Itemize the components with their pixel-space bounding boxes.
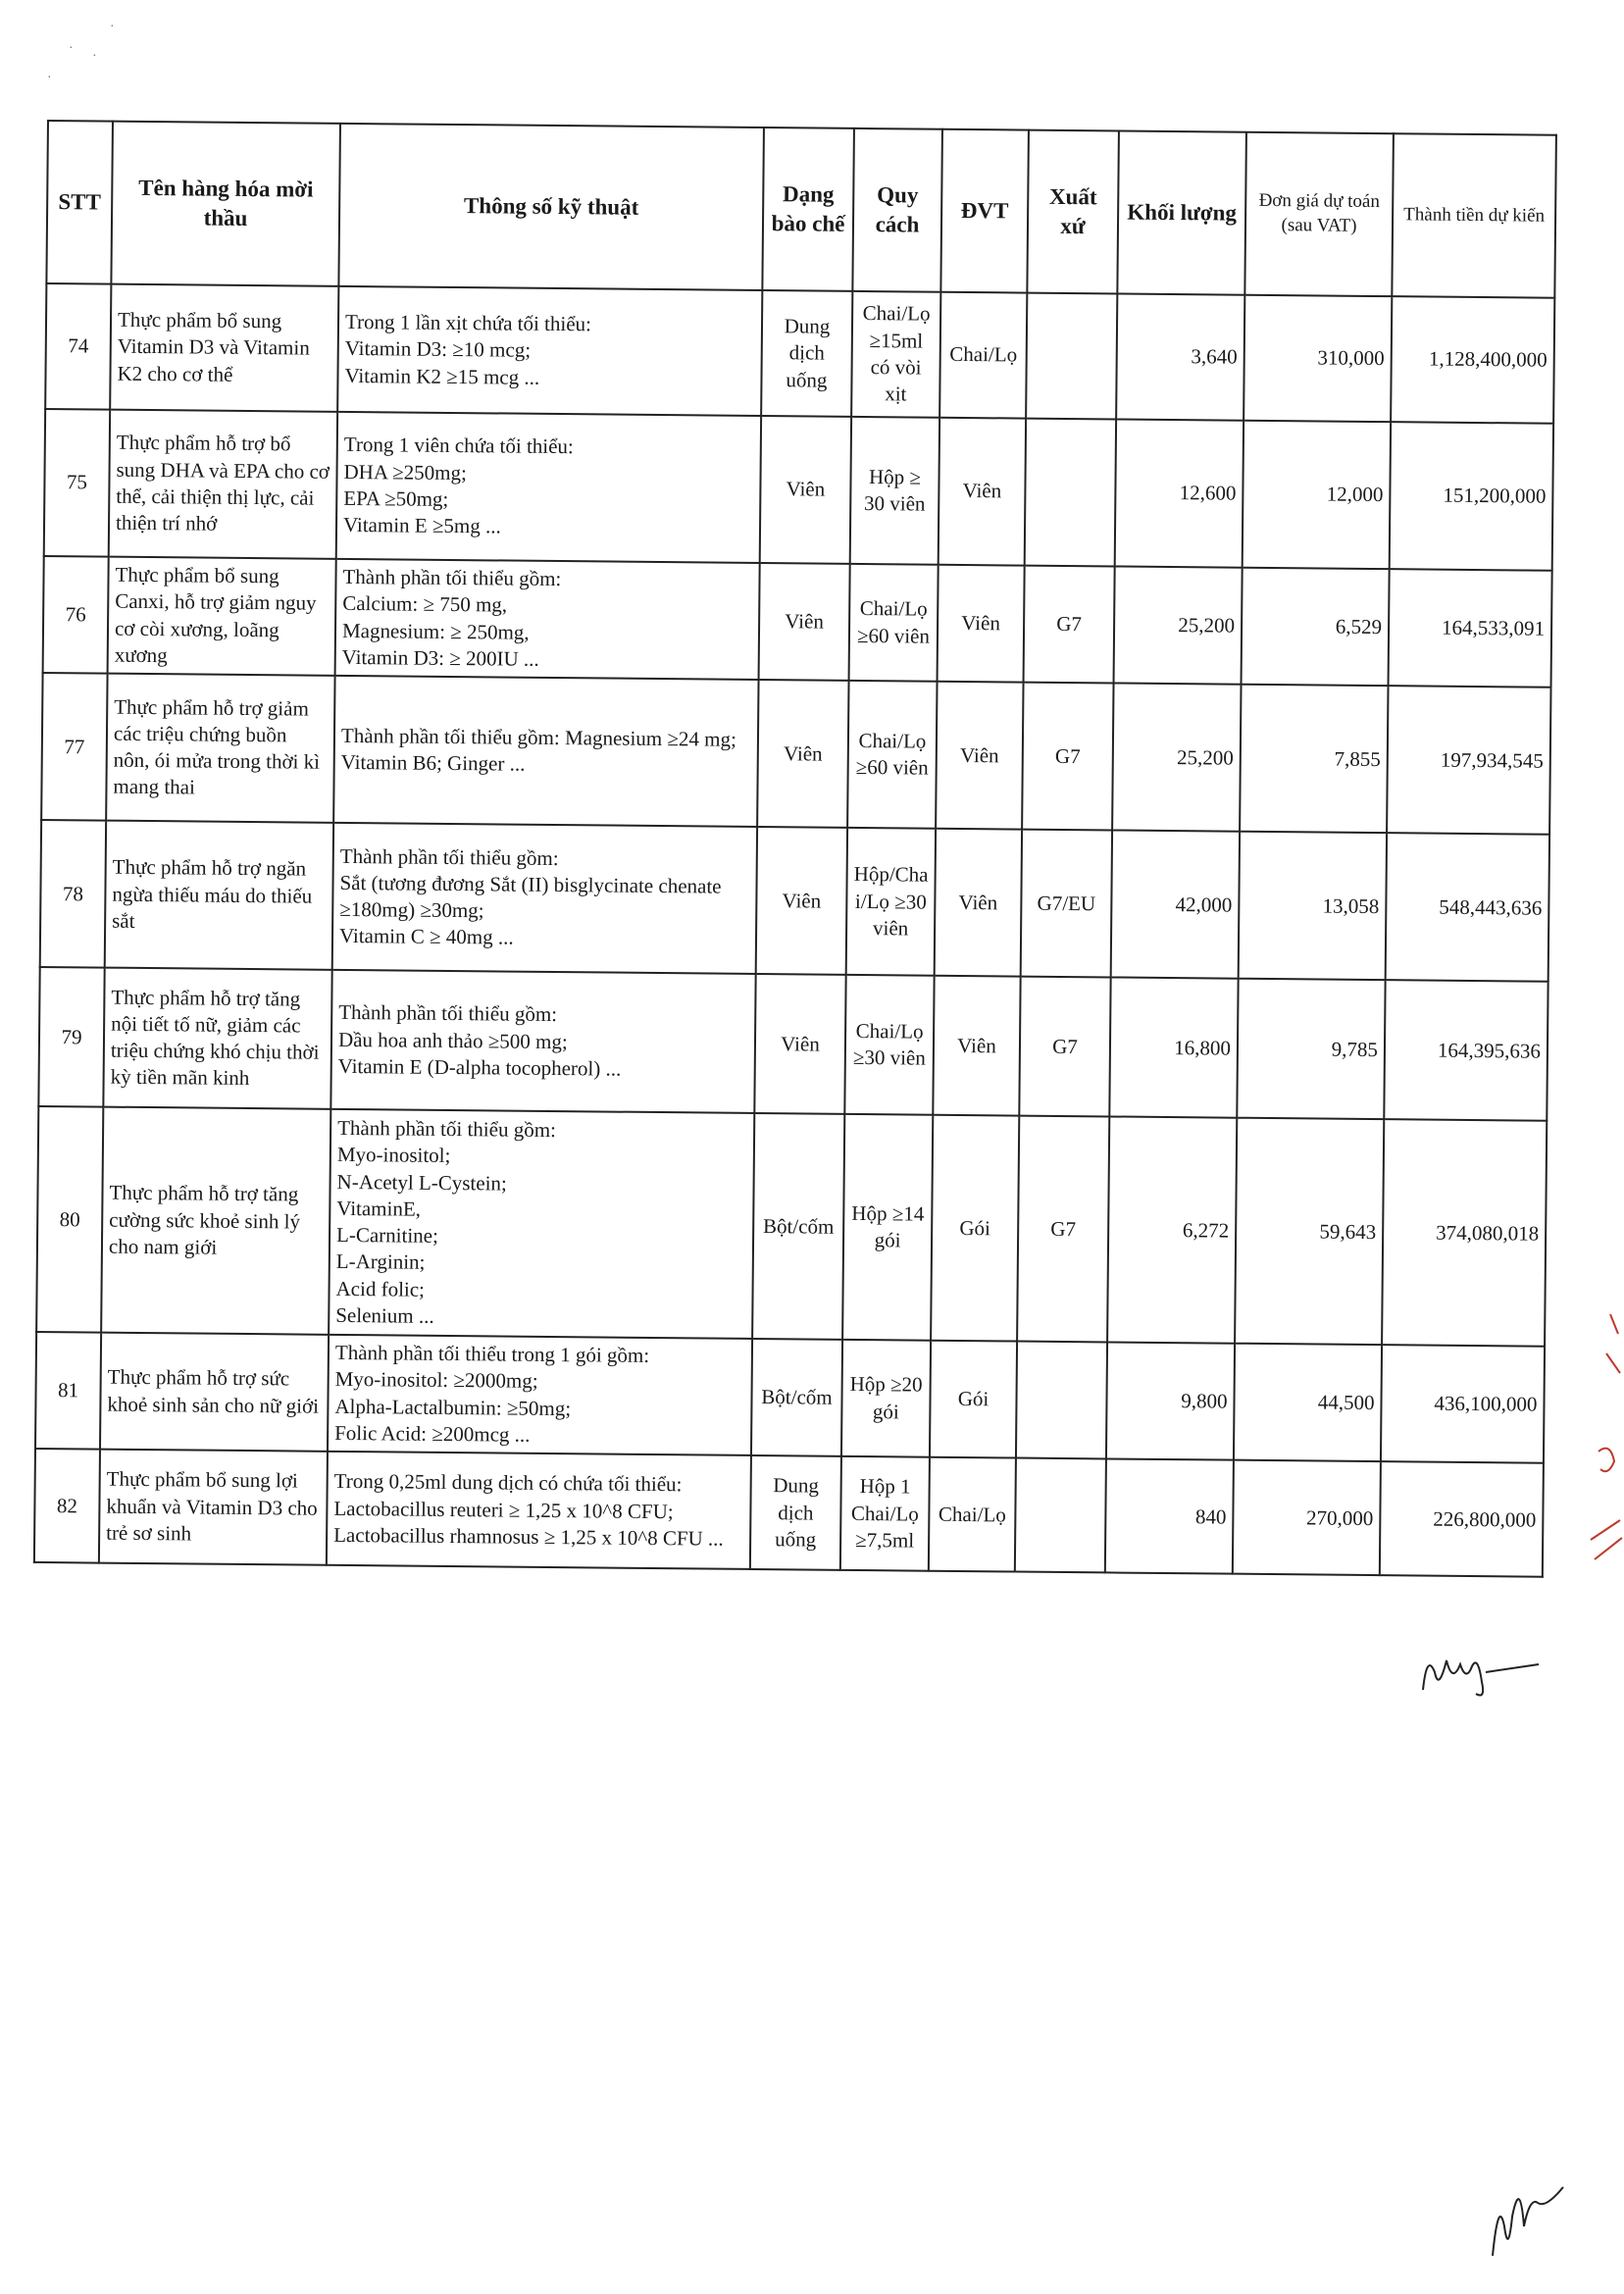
row-unit-price: 270,000 — [1233, 1460, 1381, 1575]
table-row — [45, 283, 1554, 424]
header-unit: ĐVT — [940, 129, 1029, 293]
row-stt: 82 — [34, 1449, 100, 1563]
spec-line: L-Carnitine; — [335, 1223, 439, 1249]
header-price: Đơn giá dự toán (sau VAT) — [1244, 132, 1394, 296]
row-quantity: 42,000 — [1111, 831, 1240, 979]
spec-line: Thành phần tối thiểu trong 1 gói gồm: — [334, 1341, 650, 1368]
table-body — [34, 283, 1554, 1577]
row-form: Dung dịch uống — [761, 290, 852, 417]
row-quantity: 3,640 — [1116, 293, 1244, 420]
row-form: Viên — [760, 416, 851, 564]
row-unit: Viên — [933, 976, 1020, 1116]
spec-line: Trong 1 viên chứa tối thiểu: — [343, 433, 574, 459]
row-stt: 78 — [40, 820, 106, 968]
row-stt: 77 — [41, 673, 107, 821]
spec-line: L-Arginin; — [335, 1249, 426, 1275]
row-quantity: 6,272 — [1107, 1117, 1237, 1344]
red-stamp-fragment — [1581, 1295, 1624, 1589]
row-unit: Viên — [939, 418, 1026, 566]
spec-line: Acid folic; — [335, 1276, 426, 1301]
row-unit: Viên — [935, 829, 1022, 977]
row-spec — [330, 970, 755, 1113]
row-pack: Chai/Lọ ≥60 viên — [847, 681, 937, 829]
header-origin: Xuất xứ — [1027, 130, 1119, 294]
row-spec — [336, 412, 761, 563]
row-item-name: Thực phẩm hỗ trợ tăng nội tiết tố nữ, giảm các triệu chứng khó chịu thời kỳ tiền mãn kinh — [103, 968, 331, 1109]
row-form: Viên — [754, 974, 845, 1114]
spec-line: Selenium ... — [335, 1302, 434, 1328]
row-unit-price: 9,785 — [1237, 979, 1385, 1119]
row-item-name: Thực phẩm hỗ trợ tăng cường sức khoẻ sinh lý cho nam giới — [101, 1107, 330, 1335]
spec-line: Calcium: ≥ 750 mg, — [342, 591, 508, 617]
row-total: 151,200,000 — [1390, 422, 1553, 571]
table-row — [38, 967, 1548, 1121]
spec-line: Thành phần tối thiểu gồm: — [338, 1000, 558, 1027]
row-item-name: Thực phẩm hỗ trợ ngăn ngừa thiếu máu do thiếu sắt — [105, 821, 333, 970]
row-pack: Hộp ≥ 30 viên — [850, 417, 939, 565]
spec-line: Vitamin D3: ≥10 mcg; — [344, 336, 532, 363]
row-origin — [1026, 293, 1117, 420]
row-total: 164,395,636 — [1384, 980, 1548, 1121]
spec-line: Dầu hoa anh thảo ≥500 mg; — [337, 1027, 568, 1053]
spec-line: Magnesium: ≥ 250mg, — [341, 618, 530, 644]
row-origin: G7/EU — [1021, 830, 1112, 978]
row-form: Bột/cốm — [752, 1113, 844, 1340]
row-origin: G7 — [1019, 977, 1110, 1117]
bid-items-table — [33, 120, 1557, 1578]
row-quantity: 840 — [1105, 1459, 1234, 1574]
row-unit: Viên — [938, 565, 1025, 683]
scanned-page: · · · · STT Tên hàng hóa mời thầu Thông số kỹ thuật Dạng bào chế Quy cách ĐVT Xuất xứ Khối lượng Đơn giá dự toán (sau VAT) Thành tiền dự kiến 74 Thực phẩm bổ sung Vitamin D3 và Vitamin K2 cho cơ thể Trong 1 lần xịt chứa tối thiểu: Vitamin D3: ≥10 mcg; Vitamin K2 ≥15 mcg ... Dung dịch uống Chai/Lọ ≥15ml có vòi xịt Chai/Lọ 3,640 310,000 1,128,400,000 75 Thực phẩm hỗ trợ bổ sung DHA và EPA cho cơ thể, cải thiện thị lực, cải thiện trí nhớ Trong 1 viên chứa tối thiểu: DHA ≥250mg; EPA ≥50mg; Vitamin E ≥5mg ... Viên Hộp ≥ 30 viên Viên 12,600 12,000 151,200,000 76 Thực phẩm bổ sung Canxi, hỗ trợ giảm nguy cơ còi xương, loãng xương Thành phần tối thiểu gồm: Calcium: ≥ 750 mg, Magnesium: ≥ 250mg, Vitamin D3: ≥ 200IU ... Viên Chai/Lọ ≥60 viên Viên G7 25,200 6,529 164,533,091 77 Thực phẩm hỗ trợ giảm các triệu chứng buồn nôn, ói mửa trong thời kì mang thai Thành phần tối thiểu gồm: Magnesium ≥24 mg; Vitamin B6; Ginger ... Viên Chai/Lọ ≥60 viên Viên G7 25,200 7,855 197,934,545 78 Thực phẩm hỗ trợ ngăn ngừa thiếu máu do thiếu sắt Thành phần tối thiểu gồm: Sắt (tương đương Sắt (II) bisglycinate chenate ≥180mg) ≥30mg; Vitamin C ≥ 40mg ... Viên Hộp/Chai/Lọ ≥30 viên Viên G7/EU 42,000 13,058 548,443,636 79 Thực phẩm hỗ trợ tăng nội tiết tố nữ, giảm các triệu chứng khó chịu thời kỳ tiền mãn kinh Thành phần tối thiểu gồm: Dầu hoa anh thảo ≥500 mg; Vitamin E (D-alpha tocopherol) ... Viên Chai/Lọ ≥30 viên Viên G7 16,800 9,785 164,395,636 80 Thực phẩm hỗ trợ tăng cường sức khoẻ sinh lý cho nam giới Thành phần tối thiểu gồm: Myo-inositol; N-Acetyl L-Cystein; VitaminE, L-Carnitine; L-Arginin; Acid folic; Selenium ... Bột/cốm Hộp ≥14 gói Gói G7 6,272 59,643 374,080,018 81 Thực phẩm hỗ trợ sức khoẻ sinh sản cho nữ giới Thành phần tối thiểu trong 1 gói gồm: Myo-inositol: ≥2000mg; Alpha-Lactalbumin: ≥50mg; Folic Acid: ≥200mcg ... Bột/cốm Hộp ≥20 gói Gói 9,800 44,500 436,100,000 82 Thực phẩm bổ sung lợi khuẩn và Vitamin D3 cho trẻ sơ sinh Trong 0,25ml dung dịch có chứa tối thiểu: Lactobacillus reuteri ≥ 1,25 x 10^8 CFU; Lactobacillus rhamnosus ≥ 1,25 x 10^8 CFU ... Dung dịch uống Hộp 1 Chai/Lọ ≥7,5ml Chai/Lọ 840 270,000 226,800,000 — [0, 0, 1624, 2294]
row-total: 164,533,091 — [1389, 569, 1552, 688]
row-stt: 81 — [35, 1332, 101, 1450]
row-stt: 76 — [43, 556, 109, 674]
spec-line: Lactobacillus rhamnosus ≥ 1,25 x 10^8 CFU ... — [333, 1522, 724, 1551]
spec-line: Trong 1 lần xịt chứa tối thiểu: — [344, 309, 592, 336]
row-unit-price: 13,058 — [1239, 832, 1387, 980]
row-unit: Chai/Lọ — [939, 292, 1027, 419]
header-form: Dạng bào chế — [762, 127, 854, 291]
row-total: 374,080,018 — [1382, 1119, 1547, 1347]
row-spec — [329, 1109, 754, 1339]
row-total: 548,443,636 — [1386, 833, 1549, 982]
row-quantity: 25,200 — [1112, 684, 1241, 832]
row-pack: Chai/Lọ ≥15ml có vòi xịt — [851, 291, 940, 418]
header-spec: Thông số kỹ thuật — [338, 124, 764, 290]
row-form: Bột/cốm — [751, 1339, 842, 1456]
spec-line: Sắt (tương đương Sắt (II) bisglycinate chenate ≥180mg) ≥30mg; — [339, 870, 722, 923]
table-row — [41, 673, 1550, 835]
spec-line: VitaminE, — [336, 1196, 422, 1221]
row-pack: Hộp 1 Chai/Lọ ≥7,5ml — [840, 1456, 930, 1571]
row-unit-price: 12,000 — [1243, 421, 1391, 569]
row-form: Viên — [757, 680, 848, 828]
row-pack: Hộp ≥14 gói — [842, 1114, 933, 1341]
signature-initials — [1417, 1643, 1545, 1702]
row-quantity: 12,600 — [1115, 419, 1243, 567]
row-origin: G7 — [1017, 1116, 1109, 1343]
header-qty: Khối lượng — [1117, 130, 1246, 294]
row-stt: 79 — [38, 967, 104, 1107]
row-stt: 80 — [36, 1106, 103, 1333]
header-stt: STT — [46, 121, 113, 284]
spec-line: N-Acetyl L-Cystein; — [336, 1169, 507, 1196]
row-pack: Chai/Lọ ≥60 viên — [849, 564, 939, 682]
row-origin: G7 — [1024, 566, 1115, 684]
row-unit: Viên — [936, 682, 1023, 830]
spec-line: Thành phần tối thiểu gồm: — [337, 1115, 557, 1143]
spec-line: Myo-inositol: ≥2000mg; — [334, 1367, 538, 1394]
row-item-name: Thực phẩm hỗ trợ bổ sung DHA và EPA cho cơ thể, cải thiện thị lực, cải thiện trí nhớ — [109, 410, 337, 559]
spec-line: Myo-inositol; — [336, 1143, 451, 1168]
row-total: 226,800,000 — [1380, 1461, 1544, 1577]
row-quantity: 25,200 — [1114, 566, 1243, 684]
spec-line: Vitamin K2 ≥15 mcg ... — [344, 363, 540, 389]
row-unit-price: 59,643 — [1235, 1118, 1384, 1345]
spec-line: Vitamin E ≥5mg ... — [342, 513, 501, 538]
row-stt: 75 — [44, 409, 110, 557]
spec-line: EPA ≥50mg; — [343, 485, 449, 511]
row-item-name: Thực phẩm bổ sung Vitamin D3 và Vitamin K2 cho cơ thể — [110, 284, 338, 412]
row-quantity: 16,800 — [1109, 978, 1238, 1118]
row-item-name: Thực phẩm hỗ trợ giảm các triệu chứng buồn nôn, ói mửa trong thời kì mang thai — [106, 674, 334, 823]
row-total: 436,100,000 — [1381, 1345, 1545, 1463]
row-unit: Gói — [931, 1115, 1019, 1342]
spec-line: Vitamin E (D-alpha tocopherol) ... — [337, 1053, 622, 1081]
spec-line: Thành phần tối thiểu gồm: Magnesium ≥24 mg; Vitamin B6; Ginger ... — [340, 723, 736, 776]
row-pack: Hộp ≥20 gói — [841, 1340, 931, 1457]
row-origin: G7 — [1022, 683, 1113, 831]
row-pack: Hộp/Chai/Lọ ≥30 viên — [846, 828, 936, 976]
spec-line: Vitamin D3: ≥ 200IU ... — [341, 644, 539, 671]
spec-line: Thành phần tối thiểu gồm: — [339, 843, 559, 870]
row-form: Viên — [759, 563, 850, 681]
signature-bottom — [1481, 2158, 1569, 2266]
row-spec — [337, 286, 762, 416]
header-total: Thành tiền dự kiến — [1392, 133, 1556, 298]
spec-line: Alpha-Lactalbumin: ≥50mg; — [334, 1394, 572, 1420]
table-header-row — [46, 121, 1556, 298]
row-unit-price: 7,855 — [1240, 685, 1388, 833]
table-row — [43, 556, 1552, 688]
row-total: 197,934,545 — [1387, 686, 1550, 835]
row-form: Viên — [756, 827, 847, 975]
table-row — [40, 820, 1549, 982]
row-spec — [328, 1335, 752, 1455]
row-origin — [1025, 419, 1116, 567]
spec-line: DHA ≥250mg; — [343, 459, 467, 484]
row-unit-price: 6,529 — [1242, 568, 1390, 687]
row-spec — [335, 559, 760, 680]
header-pack: Quy cách — [852, 128, 942, 292]
row-spec — [332, 823, 757, 974]
row-pack: Chai/Lọ ≥30 viên — [844, 975, 934, 1115]
row-unit: Gói — [930, 1341, 1017, 1458]
table-row — [34, 1449, 1544, 1577]
row-unit: Chai/Lọ — [929, 1457, 1016, 1572]
table-row — [44, 409, 1553, 571]
table-row — [36, 1106, 1547, 1347]
row-item-name: Thực phẩm hỗ trợ sức khoẻ sinh sản cho nữ giới — [100, 1333, 329, 1452]
spec-line: Vitamin C ≥ 40mg ... — [338, 924, 514, 950]
row-origin — [1016, 1342, 1107, 1459]
spec-line: Trong 0,25ml dung dịch có chứa tối thiểu: — [333, 1469, 683, 1497]
spec-line: Folic Acid: ≥200mcg ... — [334, 1420, 531, 1447]
row-total: 1,128,400,000 — [1391, 296, 1554, 424]
row-origin — [1015, 1458, 1106, 1573]
row-stt: 74 — [45, 283, 111, 410]
table-row — [35, 1332, 1545, 1463]
row-item-name: Thực phẩm bổ sung lợi khuẩn và Vitamin D3 cho trẻ sơ sinh — [99, 1450, 328, 1565]
row-quantity: 9,800 — [1106, 1343, 1235, 1460]
row-spec — [327, 1452, 751, 1569]
row-unit-price: 44,500 — [1234, 1344, 1382, 1462]
row-item-name: Thực phẩm bổ sung Canxi, hỗ trợ giảm nguy cơ còi xương, loãng xương — [108, 557, 336, 676]
row-form: Dung dịch uống — [750, 1455, 841, 1570]
header-name: Tên hàng hóa mời thầu — [111, 122, 340, 286]
row-unit-price: 310,000 — [1243, 295, 1392, 422]
spec-line: Lactobacillus reuteri ≥ 1,25 x 10^8 CFU; — [333, 1496, 674, 1523]
row-spec — [333, 676, 758, 827]
spec-line: Thành phần tối thiểu gồm: — [342, 564, 562, 591]
